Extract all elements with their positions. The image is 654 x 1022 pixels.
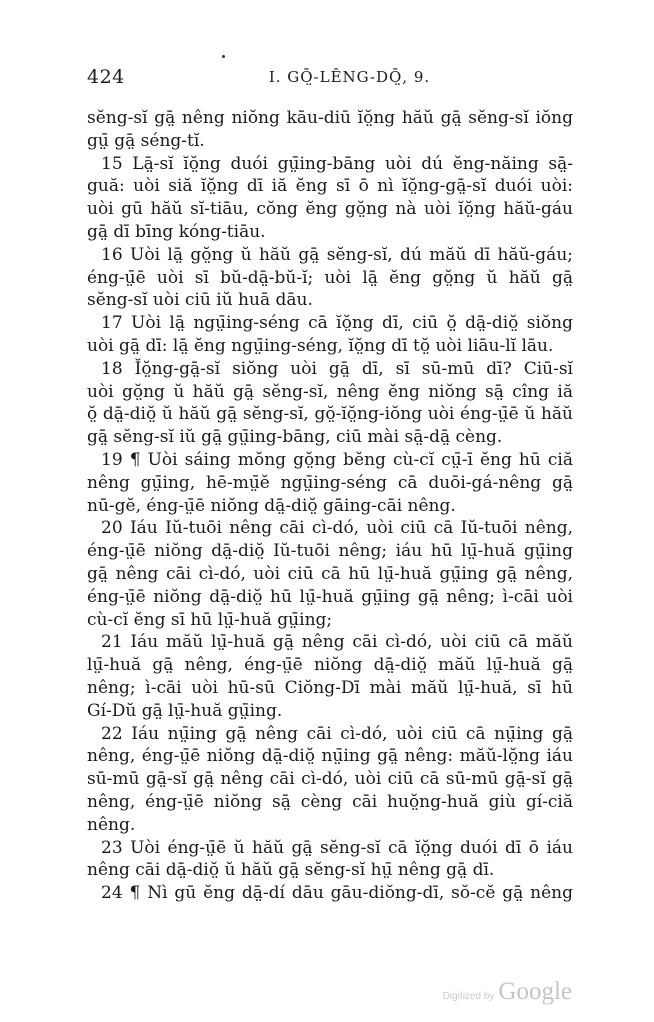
text-line: nū-gĕ, éng-ṳ̄ē niŏng dā̤-diŏ̤ gāing-cāi nêng. — [87, 495, 456, 516]
body-text — [87, 107, 573, 905]
text-line: 18 Ĭŏ̤ng-gā̤-sĭ siŏng uòi gā̤ dī, sī sū-mū dī? Ciū-sĭ — [101, 358, 573, 379]
text-line: 22 Iáu nṳ̄ing gā̤ nêng cāi cì-dó, uòi ciū cā nṳ̄ing gā̤ — [101, 723, 573, 744]
text-line: 21 Iáu măŭ lṳ̄-huă gā̤ nêng cāi cì-dó, uòi ciū cā măŭ — [101, 632, 573, 653]
page-number: 424 — [87, 66, 125, 88]
text-line: guă: uòi siă ĭŏ̤ng dī iă ĕng sī ō nì ĭŏ̤ng-gā̤-sĭ duói uòi: — [87, 176, 573, 197]
digitized-label: Digitized by — [442, 991, 495, 1002]
page-header — [87, 66, 572, 96]
text-line: éng-ṳ̄ē niŏng dā̤-diŏ̤ hū lṳ̄-huă gṳ̄ing gā̤ nêng; ì-cāi uòi — [87, 586, 573, 607]
text-line: éng-ṳ̄ē uòi sī bŭ-dā̤-bŭ-ĭ; uòi lā̤ ĕng gŏ̤ng ŭ hăŭ gā̤ — [87, 267, 573, 288]
text-line: 15 Lā̤-sĭ ĭŏ̤ng duói gṳ̄ing-bāng uòi dú ĕng-năing sā̤- — [101, 153, 573, 174]
text-line: sū-mū gā̤-sĭ gā̤ nêng cāi cì-dó, uòi ciū cā sū-mū gā̤-sĭ gā̤ — [87, 769, 573, 790]
text-line: gā̤ sĕng-sĭ iŭ gā̤ gṳ̄ing-bāng, ciū mài sā̤-dā̤ cèng. — [87, 427, 503, 448]
text-line: 20 Iáu Iŭ-tuōi nêng cāi cì-dó, uòi ciū cā Iŭ-tuōi nêng, — [101, 518, 573, 539]
text-line: 19 ¶ Uòi sáing mŏng gŏ̤ng bĕng cù-cĭ cṳ̄-ī ĕng hū ciă — [101, 449, 573, 470]
text-line: Gí-Dŭ gā̤ lṳ̄-huă gṳ̄ing. — [87, 700, 283, 721]
text-line: lṳ̄-huă gā̤ nêng, éng-ṳ̄ē niŏng dā̤-diŏ̤ măŭ lṳ̄-huă gā̤ — [87, 655, 573, 676]
text-line: gā̤ nêng cāi cì-dó, uòi ciū cā hū lṳ̄-huă gṳ̄ing gā̤ nêng, — [87, 563, 573, 584]
text-line: sĕng-sĭ gā̤ nêng niŏng kāu-diū ĭŏ̤ng hăŭ gā̤ sĕng-sĭ iŏng — [87, 108, 573, 128]
google-logo: Google — [498, 978, 572, 1005]
text-line: nêng gṳ̄ing, hē-mṳ̄ĕ ngṳ̄ing-séng cā duōi-gá-nêng gā̤ — [87, 472, 573, 493]
text-line: sĕng-sĭ uòi ciū iŭ huā dāu. — [87, 290, 313, 311]
text-line: cù-cĭ ĕng sī hū lṳ̄-huă gṳ̄ing; — [87, 609, 333, 630]
text-line: gā̤ dī bīng kóng-tiāu. — [87, 221, 266, 242]
text-line: gṳ̄ gā̤ séng-tĭ. — [87, 130, 205, 151]
text-line: 16 Uòi lā̤ gŏ̤ng ŭ hăŭ gā̤ sĕng-sĭ, dú măŭ dī hăŭ-gáu; — [101, 244, 573, 265]
text-line: ŏ̤ dā̤-diŏ̤ ŭ hăŭ gā̤ sĕng-sĭ, gŏ̤-ĭŏ̤ng-iŏng uòi éng-ṳ̄ē ŭ hăŭ — [87, 404, 573, 425]
text-line: uòi gŏ̤ng ŭ hăŭ gā̤ sĕng-sĭ, nêng ĕng niŏng sā̤ cîng iă — [87, 381, 573, 402]
digitized-watermark — [443, 978, 572, 1006]
running-head: I. GŌ̤-LÊNG-DŌ̤, 9. — [268, 68, 431, 86]
ink-dot — [222, 55, 225, 58]
text-line: 17 Uòi lā̤ ngṳ̄ing-séng cā ĭŏ̤ng dī, ciū ŏ̤ dā̤-diŏ̤ siŏng — [101, 313, 573, 334]
text-line: nêng cāi dā̤-diŏ̤ ŭ hăŭ gā̤ sĕng-sĭ hṳ̄ nêng gā̤ dī. — [87, 860, 495, 881]
text-line: nêng; ì-cāi uòi hū-sū Ciŏng-Dī mài măŭ lṳ̄-huă, sī hū — [87, 677, 573, 698]
text-line: 24 ¶ Nì gū ĕng dā̤-dí dāu gāu-diŏng-dī, sŏ-cĕ gā̤ nêng — [101, 883, 573, 904]
text-line: uòi gā̤ dī: lā̤ ĕng ngṳ̄ing-séng, ĭŏ̤ng dī tŏ̤ uòi liāu-lĭ lāu. — [87, 335, 554, 356]
text-line: 23 Uòi éng-ṳ̄ē ŭ hăŭ gā̤ sĕng-sĭ cā ĭŏ̤ng duói dī ō iáu — [101, 837, 573, 858]
text-line: nêng, éng-ṳ̄ē niŏng dā̤-diŏ̤ nṳ̄ing gā̤ nêng: măŭ-lŏ̤ng iáu — [87, 746, 573, 767]
text-line: nêng. — [87, 814, 136, 835]
text-line: nêng, éng-ṳ̄ē niŏng sā̤ cèng cāi huŏ̤ng-huă giù gí-ciă — [87, 791, 573, 812]
text-line: éng-ṳ̄ē niŏng dā̤-diŏ̤ Iŭ-tuōi nêng; iáu hū lṳ̄-huă gṳ̄ing — [87, 541, 573, 562]
text-line: uòi gū hăŭ sĭ-tiāu, cŏng ĕng gŏ̤ng nà uòi ĭŏ̤ng hăŭ-gáu — [87, 199, 573, 220]
